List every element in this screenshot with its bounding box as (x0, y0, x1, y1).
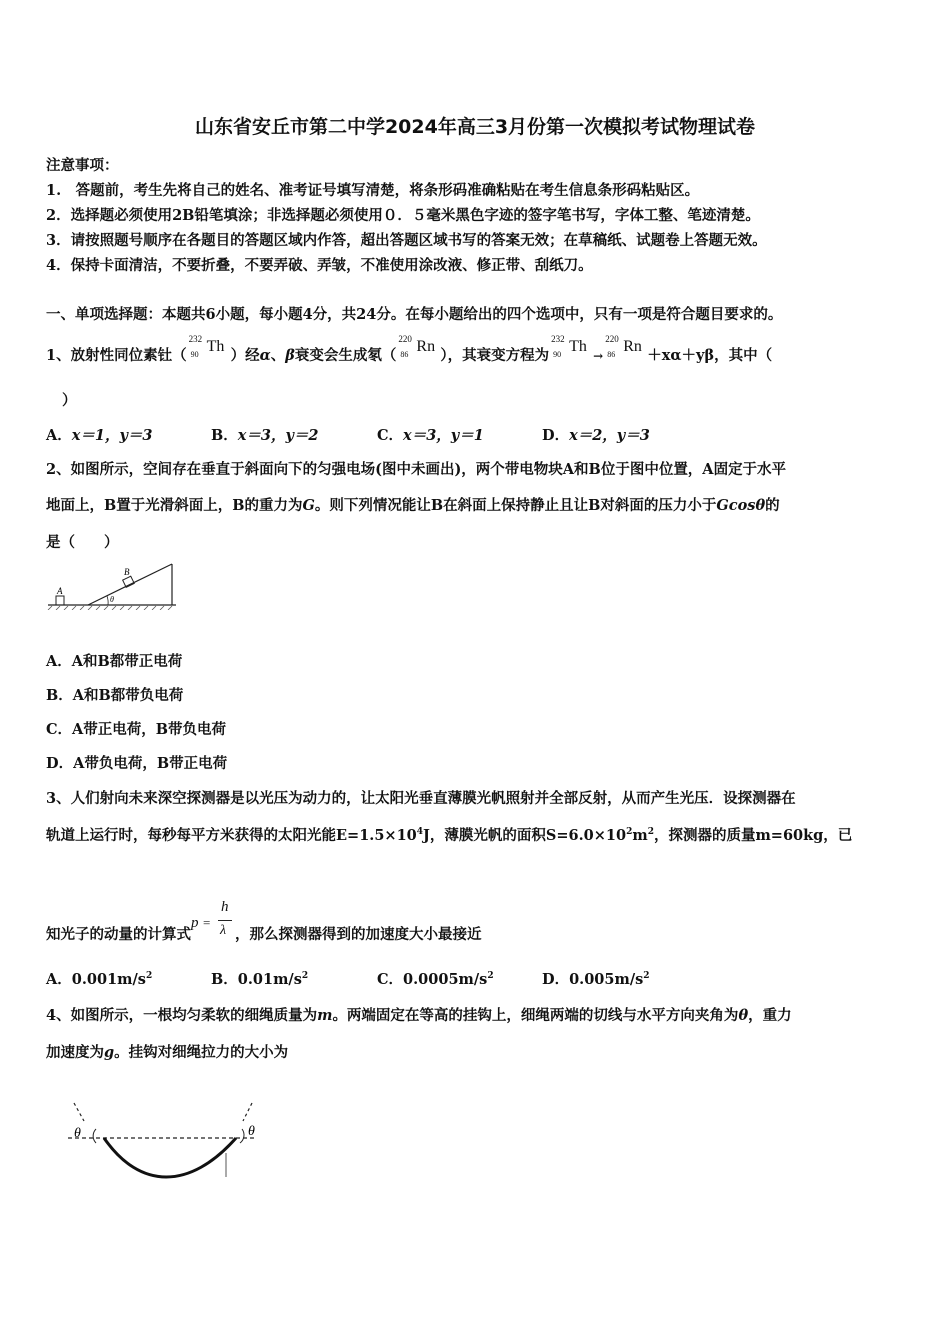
radon-nuclide: 220 86 Rn (398, 334, 436, 359)
block-a-label: A (57, 586, 63, 596)
block-b (123, 576, 135, 587)
notice-item: 2．选择题必须使用2B铅笔填涂；非选择题必须使用０．５毫米黑色字迹的签字笔书写，字体工整、笔迹清楚。 (46, 207, 760, 224)
question-4-line: 4、如图所示，一根均匀柔软的细绳质量为m。两端固定在等高的挂钩上，细绳两端的切线与水平方向夹角为θ，重力 (46, 1007, 792, 1024)
notice-item: 4．保持卡面清洁，不要折叠，不要弄破、弄皱，不准使用涂改液、修正带、刮纸刀。 (46, 257, 593, 274)
option-c: C．$0.0005m/s^2$ (377, 971, 494, 988)
rope-figure (60, 1095, 270, 1185)
option-b: B．x＝3，y＝2 (211, 427, 319, 444)
left-theta-label: θ (74, 1126, 81, 1141)
ground-hatch (48, 606, 172, 610)
left-tangent-line (74, 1103, 84, 1121)
right-angle-arc (240, 1129, 244, 1143)
option-a: A．$0.001m/s^2$ (46, 971, 153, 988)
right-tangent-line (243, 1103, 252, 1121)
question-2-line: 2、如图所示，空间存在垂直于斜面向下的匀强电场(图中未画出)，两个带电物块A和B位于图中位置，A固定于水平 (46, 461, 787, 478)
option-c: C．x＝3，y＝1 (377, 427, 484, 444)
right-theta-label: θ (248, 1124, 255, 1139)
block-b-label: B (124, 567, 130, 577)
option-a: A．A和B都带正电荷 (46, 653, 183, 670)
incline-surface (88, 564, 172, 605)
question-1-text: 1、放射性同位素钍（ 232 90 Th ）经α、β衰变会生成氡（ 220 86 Rn ），其衰变方程为 232 90 Th → 220 86 Rn ＋xα＋yβ，其中（ (46, 334, 773, 364)
angle-arc (107, 596, 108, 605)
thorium-nuclide: 232 90 Th (551, 334, 587, 359)
block-a (56, 596, 64, 605)
arrow-icon: → (593, 349, 604, 363)
incline-figure (46, 560, 178, 610)
left-angle-arc (93, 1129, 96, 1143)
option-a: A．x＝1，y＝3 (46, 427, 153, 444)
question-3-line: 轨道上运行时，每秒每平方米获得的太阳光能$E=1.5\times 10^4J$，薄膜光帆的面积$S=6.0\times 10^2m^2$，探测器的质量m=60kg，已 (46, 827, 853, 844)
rope-curve (104, 1138, 236, 1177)
notice-item: 1. 答题前，考生先将自己的姓名、准考证号填写清楚，将条形码准确粘贴在考生信息条形码粘贴区。 (46, 182, 700, 199)
option-b: B．$0.01m/s^2$ (211, 971, 309, 988)
question-4-line: 加速度为g。挂钩对细绳拉力的大小为 (46, 1044, 289, 1061)
option-b: B．A和B都带负电荷 (46, 687, 184, 704)
momentum-formula: p = h λ (191, 905, 235, 945)
option-d: D．$0.005m/s^2$ (542, 971, 650, 988)
option-d: D．x＝2，y＝3 (542, 427, 650, 444)
question-2-line: 地面上，B置于光滑斜面上，B的重力为G。则下列情况能让B在斜面上保持静止且让B对斜面的压力小于Gcosθ的 (46, 497, 780, 514)
notice-heading: 注意事项： (46, 157, 119, 174)
notice-item: 3．请按照题号顺序在各题目的答题区域内作答，超出答题区域书写的答案无效；在草稿纸、试题卷上答题无效。 (46, 232, 767, 249)
question-1-close: ） (62, 392, 77, 409)
theta-label: θ (110, 595, 114, 604)
option-d: D．A带负电荷，B带正电荷 (46, 755, 228, 772)
page-title: 山东省安丘市第二中学2024年高三3月份第一次模拟考试物理试卷 (194, 116, 756, 138)
thorium-nuclide: 232 90 Th (188, 334, 225, 359)
question-2-line: 是（ ） (46, 534, 119, 551)
question-3-line: 3、人们射向未来深空探测器是以光压为动力的，让太阳光垂直薄膜光帆照射并全部反射，从而产生光压．设探测器在 (46, 790, 796, 807)
section-header: 一、单项选择题：本题共6小题，每小题4分，共24分。在每小题给出的四个选项中，只有一项是符合题目要求的。 (46, 306, 783, 323)
question-3-line: 知光子的动量的计算式 p = h λ ，那么探测器得到的加速度大小最接近 (46, 899, 482, 943)
option-c: C．A带正电荷，B带负电荷 (46, 721, 227, 738)
radon-nuclide: 220 86 Rn (605, 334, 642, 359)
